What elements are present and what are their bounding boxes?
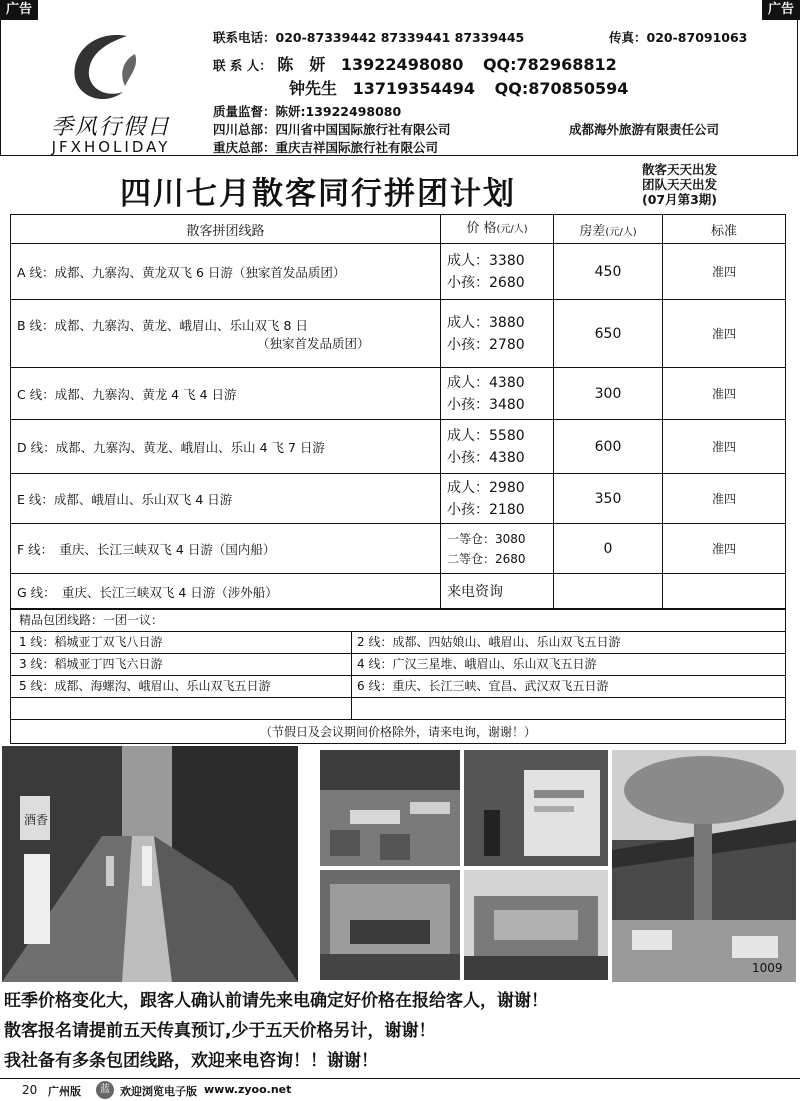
- ad-label-right: 广告: [762, 0, 800, 20]
- photo-carved-roof: [464, 870, 608, 980]
- list-item: [11, 631, 785, 654]
- child-price: 小孩：3480: [447, 396, 525, 413]
- price-cell: [441, 300, 554, 368]
- contact-person-2-qq: QQ:870850594: [494, 79, 629, 98]
- issue-note: (07月第3期): [642, 192, 718, 207]
- package-item: 2 线：成都、四姑娘山、峨眉山、乐山双飞五日游: [357, 635, 621, 649]
- header-diff-unit: (元/人): [605, 226, 637, 238]
- package-item: 5 线：成都、海螺沟、峨眉山、乐山双飞五日游: [19, 679, 271, 693]
- list-item: [11, 675, 785, 698]
- package-item: 1 线：稻城亚丁双飞八日游: [19, 635, 163, 649]
- route-text: D 线：成都、九寨沟、黄龙、峨眉山、乐山 4 飞 7 日游: [17, 439, 325, 455]
- table-row: [11, 474, 786, 524]
- route-cell: [11, 574, 441, 610]
- table-row: [11, 420, 786, 474]
- package-item: 4 线：广汉三星堆、峨眉山、乐山双飞五日游: [357, 657, 597, 671]
- room-diff-cell: 650: [554, 300, 663, 368]
- route-text: C 线：成都、九寨沟、黄龙 4 飞 4 日游: [17, 386, 237, 402]
- standard-cell: 准四: [663, 420, 786, 474]
- room-diff-cell: 0: [554, 524, 663, 574]
- photo-teahouse-chairs: [320, 750, 460, 866]
- photo-old-street: [2, 746, 298, 982]
- child-price: 小孩：2180: [447, 501, 525, 518]
- adult-price: 成人：4380: [447, 374, 525, 391]
- price-cell: [441, 574, 554, 610]
- notice-line: 散客报名请提前五天传真预订,少于五天价格另计，谢谢！: [4, 1021, 436, 1041]
- route-cell: [11, 300, 441, 368]
- route-cell: [11, 420, 441, 474]
- header-room-diff: [554, 215, 663, 244]
- room-diff-cell: 350: [554, 474, 663, 524]
- price-cell: [441, 474, 554, 524]
- contact-person-2: 钟先生: [289, 79, 338, 98]
- standard-cell: 准四: [663, 474, 786, 524]
- teahouse-image: [320, 750, 460, 866]
- header-price: [441, 215, 554, 244]
- adult-price: 成人：3380: [447, 252, 525, 269]
- table-row: [11, 524, 786, 574]
- phone-numbers: 020-87339442 87339441 87339445: [275, 30, 525, 45]
- child-price: 小孩：4380: [447, 449, 525, 466]
- header-price-label: 价 格: [466, 220, 497, 236]
- route-text: B 线：成都、九寨沟、黄龙、峨眉山、乐山双飞 8 日: [17, 317, 308, 333]
- price-cell: [441, 524, 554, 574]
- route-text: F 线： 重庆、长江三峡双飞 4 日游（国内船）: [17, 541, 276, 557]
- adult-price: 成人：3880: [447, 314, 525, 331]
- carved-gate-image: [320, 870, 460, 980]
- header-panel: [0, 20, 798, 156]
- price-cell: [441, 244, 554, 300]
- departure-note: 散客天天出发: [642, 162, 718, 177]
- contact-person-1: 陈 妍: [277, 55, 326, 74]
- room-diff-cell: 300: [554, 368, 663, 420]
- page-number: 20: [22, 1083, 38, 1097]
- edition: 广州版: [48, 1085, 81, 1098]
- standard-cell: [663, 574, 786, 610]
- route-text: E 线：成都、峨眉山、乐山双飞 4 日游: [17, 491, 233, 507]
- price-cell: [441, 368, 554, 420]
- package-item: 3 线：稻城亚丁四飞六日游: [19, 657, 163, 671]
- room-diff-cell: 450: [554, 244, 663, 300]
- old-street-image: [2, 746, 298, 982]
- photo-poster-wall: [464, 750, 608, 866]
- adult-price: 成人：5580: [447, 427, 525, 444]
- package-item: 6 线：重庆、长江三峡、宜昌、武汉双飞五日游: [357, 679, 609, 693]
- company-logo: [7, 26, 207, 154]
- room-diff-cell: 600: [554, 420, 663, 474]
- first-class-price: 一等仓：3080: [447, 531, 526, 546]
- child-price: 小孩：2680: [447, 274, 525, 291]
- quality-label: 质量监督：: [213, 104, 276, 119]
- contact-label: 联 系 人：: [213, 58, 272, 73]
- footer-url[interactable]: www.zyoo.net: [204, 1083, 292, 1096]
- header-standard: 标准: [663, 215, 786, 244]
- header-route: 散客拼团线路: [11, 215, 441, 244]
- sichuan-hq: 四川省中国国际旅行社有限公司: [275, 122, 451, 137]
- notice-line: 我社备有多条包团线路，欢迎来电咨询！！谢谢！: [4, 1051, 378, 1071]
- sichuan-label: 四川总部：: [213, 122, 276, 137]
- header-diff-label: 房差: [579, 223, 606, 239]
- table-row: [11, 300, 786, 368]
- route-subtext: （独家首发品质团）: [257, 335, 370, 351]
- package-note: （节假日及会议期间价格除外，请来电询，谢谢！）: [259, 725, 536, 739]
- package-title: 精品包团线路：一团一议：: [19, 613, 164, 627]
- second-class-price: 二等仓：2680: [447, 551, 526, 566]
- table-header-row: [11, 215, 786, 244]
- departure-note: 团队天天出发: [642, 177, 718, 192]
- column-divider: [351, 631, 352, 719]
- contact-person-2-phone: 13719354494: [352, 79, 476, 98]
- notice-line: 旺季价格变化大，跟客人确认前请先来电确定好价格在报给客人，谢谢！: [4, 991, 548, 1011]
- room-diff-cell: [554, 574, 663, 610]
- standard-cell: 准四: [663, 524, 786, 574]
- route-text: A 线：成都、九寨沟、黄龙双飞 6 日游（独家首发品质团）: [17, 264, 346, 280]
- shop-sign: 酒香: [24, 813, 49, 827]
- title-band: [0, 160, 800, 212]
- package-routes: [10, 608, 786, 744]
- standard-cell: 准四: [663, 368, 786, 420]
- logo-name-cn: 季风行假日: [50, 115, 171, 140]
- route-table: [10, 214, 786, 610]
- departure-notes: [642, 162, 717, 207]
- chengdu-company: 成都海外旅游有限责任公司: [569, 122, 720, 137]
- photo-carved-gate: [320, 870, 460, 980]
- footer-text: 欢迎浏览电子版: [120, 1085, 197, 1098]
- standard-cell: 准四: [663, 300, 786, 368]
- edition-badge-icon: 蓝: [96, 1081, 114, 1099]
- adult-price: 成人：2980: [447, 479, 525, 496]
- inquiry-text: 来电资询: [447, 583, 503, 600]
- contact-person-1-qq: QQ:782968812: [482, 55, 617, 74]
- phone-label: 联系电话：: [213, 30, 276, 45]
- header-price-unit: (元/人): [496, 223, 528, 235]
- poster-wall-image: [464, 750, 608, 866]
- table-row: [11, 244, 786, 300]
- carved-roof-image: [464, 870, 608, 980]
- fax-label: 传真：: [609, 30, 647, 45]
- photo-tree-courtyard: [612, 750, 796, 982]
- child-price: 小孩：2780: [447, 336, 525, 353]
- table-row: [11, 574, 786, 610]
- route-cell: [11, 524, 441, 574]
- list-item: [11, 653, 785, 676]
- tree-sign: 1009: [752, 961, 783, 975]
- package-title-row: [11, 609, 785, 632]
- route-cell: [11, 244, 441, 300]
- route-cell: [11, 368, 441, 420]
- chongqing-hq: 重庆吉祥国际旅行社有限公司: [275, 140, 439, 155]
- quality-supervisor: 陈妍:13922498080: [275, 104, 402, 119]
- chongqing-label: 重庆总部：: [213, 140, 276, 155]
- table-row: [11, 368, 786, 420]
- page-title: 四川七月散客同行拼团计划: [120, 176, 516, 212]
- spacer-row: [11, 697, 785, 720]
- swirl-logo-icon: [65, 30, 145, 108]
- route-cell: [11, 474, 441, 524]
- contact-person-1-phone: 13922498080: [340, 55, 464, 74]
- price-cell: [441, 420, 554, 474]
- standard-cell: 准四: [663, 244, 786, 300]
- footer: [0, 1078, 800, 1101]
- logo-name-en: JFXHOLIDAY: [51, 138, 171, 156]
- ad-label-left: 广告: [0, 0, 38, 20]
- tree-courtyard-image: [612, 750, 796, 982]
- fax-number: 020-87091063: [646, 30, 748, 45]
- route-text: G 线： 重庆、长江三峡双飞 4 日游（涉外船）: [17, 584, 278, 600]
